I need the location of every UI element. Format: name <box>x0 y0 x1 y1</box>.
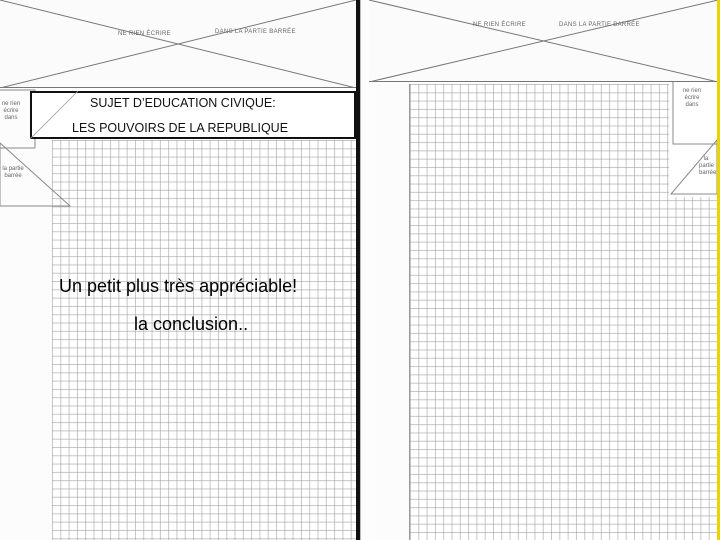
subject-box <box>30 91 356 139</box>
right-header-crossed-area <box>369 0 717 82</box>
right-margin-note-top: ne rien écrire dans <box>682 88 702 108</box>
left-header-cross <box>0 0 356 88</box>
left-header-text-right: DANS LA PARTIE BARRÉE <box>215 29 296 35</box>
left-header-text-left: NE RIEN ÉCRIRE <box>118 31 171 37</box>
right-margin-strip <box>369 84 410 540</box>
left-grid-paper <box>52 140 356 540</box>
callout-line-2: la conclusion.. <box>134 314 249 334</box>
left-exam-sheet <box>0 0 356 540</box>
left-margin-note-bottom: la partie barrée <box>2 166 24 179</box>
callout-line-1: Un petit plus très appréciable! <box>59 276 298 296</box>
right-margin-note-bottom: la partie barrée <box>699 156 717 176</box>
right-header-text-right: DANS LA PARTIE BARRÉE <box>559 22 640 28</box>
subject-title: SUJET D’EDUCATION CIVIQUE: <box>90 96 276 110</box>
left-header-crossed-area <box>0 0 356 88</box>
right-header-cross <box>369 0 717 82</box>
right-exam-sheet <box>360 0 717 540</box>
subject-topic: LES POUVOIRS DE LA REPUBLIQUE <box>72 121 289 135</box>
left-margin-note-top: ne rien écrire dans <box>1 101 21 121</box>
right-header-text-left: NE RIEN ÉCRIRE <box>473 22 526 28</box>
